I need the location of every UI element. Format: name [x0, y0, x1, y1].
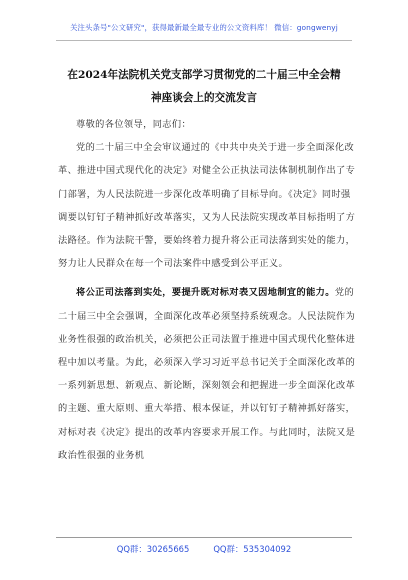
- salutation: 尊敬的各位领导，同志们：: [76, 119, 192, 130]
- title-line-2: 神座谈会上的交流发言: [151, 92, 257, 104]
- header-divider: [56, 40, 352, 41]
- paragraph-2-text: 党的二十届三中全会强调，全面深化改革必须坚持系统观念。人民法院作为业务性很强的政治机关，必须把公正司法置于推进中国式现代化整体进程中加以考量。为此，必须深入学习习近平总书记关于全面深化改革的一系列新思想、新观点、新论断，深刻领会和把握进一步全面深化改革的主题、重大原则、重大举措、根本保证，并以钉钉子精神抓好落实，对标对表《决定》提出的改革内容要求开展工作。与此同时，法院又是政治性很强的业务机: [58, 287, 356, 461]
- document-body: [58, 113, 356, 467]
- paragraph-1: 党的二十届三中全会审议通过的《中共中央关于进一步全面深化改革、推进中国式现代化的决定》对健全公正执法司法体制机制作出了专门部署，为人民法院进一步深化改革明确了目标导向。《决定》同时强调要以钉钉子精神抓好改革落实，又为人民法院实现改革目标指明了方法路径。作为法院干警，要始终着力提升将公正司法落到实处的能力，努力让人民群众在每一个司法案件中感受到公平正义。: [58, 142, 356, 270]
- header-banner: 关注头条号"公文研究"，获得最新最全最专业的公文资料库！ 微信：gongwenyj: [70, 23, 338, 32]
- document-title: [56, 64, 352, 110]
- footer-qq-group-1: QQ群：30265665: [116, 544, 190, 554]
- footer-contacts: [0, 543, 408, 555]
- title-line-1: 在2024年法院机关党支部学习贯彻党的二十届三中全会精: [67, 69, 341, 81]
- footer-divider: [56, 537, 352, 538]
- paragraph-2-heading: 将公正司法落到实处，要提升既对标对表又因地制宜的能力。: [76, 287, 335, 299]
- footer-qq-group-2: QQ群：535304092: [213, 544, 292, 554]
- paragraph-2: [58, 281, 356, 467]
